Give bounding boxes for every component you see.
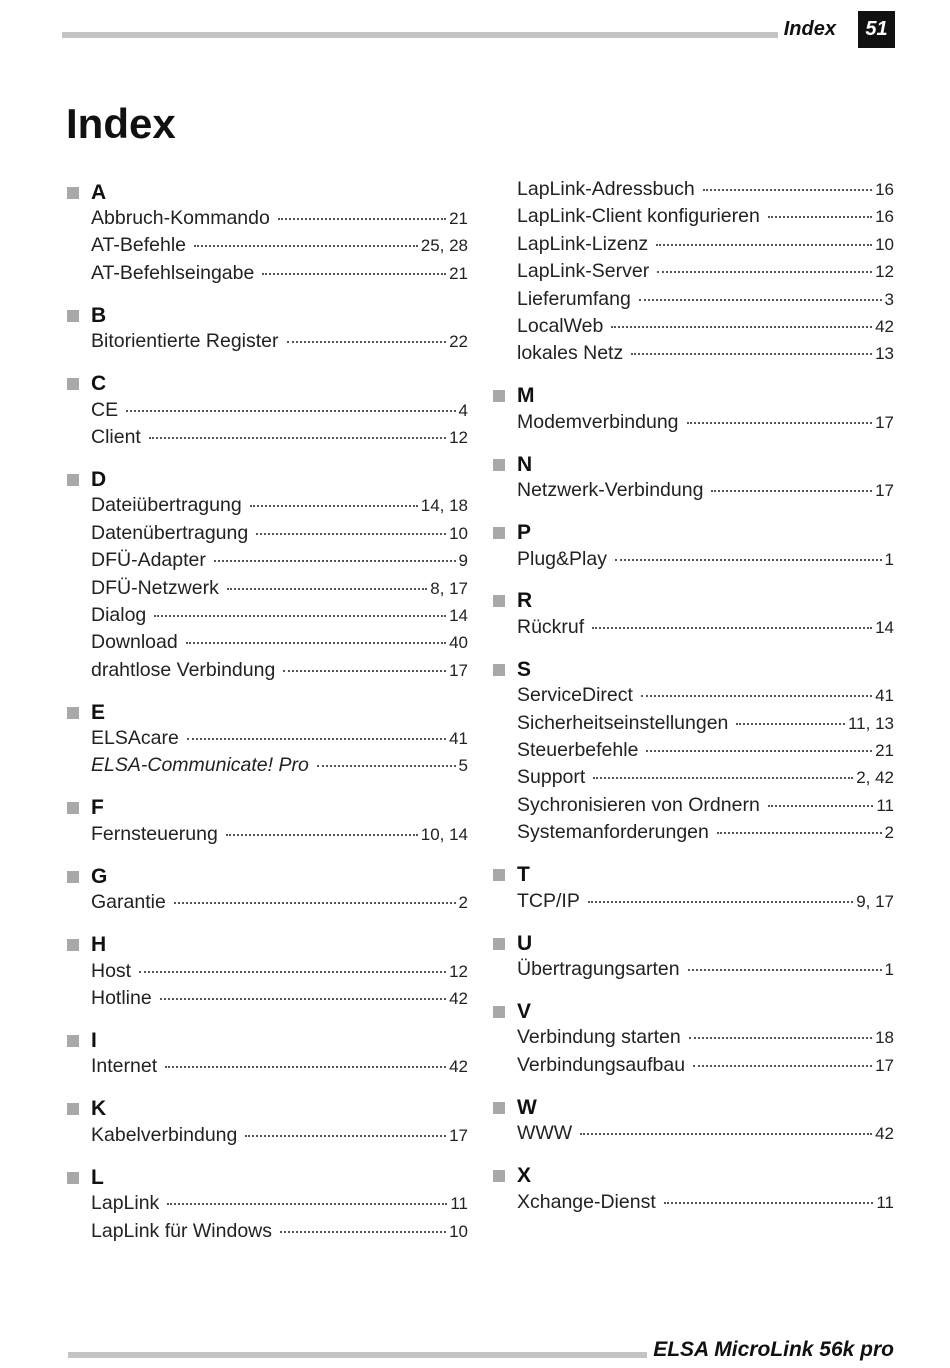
index-group [66, 370, 468, 454]
entry-term: Dateiübertragung [91, 494, 242, 517]
letter-heading [492, 450, 894, 479]
index-entry [66, 494, 468, 521]
square-bullet-icon [67, 871, 79, 883]
index-entry [492, 411, 894, 438]
square-bullet-icon [67, 378, 79, 390]
entry-pages: 8, 17 [430, 578, 468, 598]
letter-label: M [517, 384, 535, 408]
index-entry [66, 659, 468, 686]
entry-term: Garantie [91, 891, 166, 914]
entry-term: LapLink für Windows [91, 1219, 273, 1242]
index-entry [66, 727, 468, 754]
index-entry [492, 315, 894, 342]
entry-term: Steuerbefehle [517, 739, 639, 762]
dot-leader [149, 436, 446, 439]
dot-leader [703, 188, 872, 191]
entry-term: Kabelverbindung [91, 1123, 238, 1146]
dot-leader [631, 352, 872, 355]
entry-pages: 17 [875, 481, 894, 501]
entry-term: Hotline [91, 987, 152, 1010]
dot-leader [664, 1201, 874, 1204]
letter-label: S [517, 657, 532, 681]
letter-label: G [91, 864, 108, 888]
footer-product-name: ELSA MicroLink 56k pro [647, 1338, 894, 1362]
dot-leader [227, 587, 427, 590]
index-entry [492, 958, 894, 985]
index-entry [66, 426, 468, 453]
dot-leader [165, 1065, 446, 1068]
entry-term: AT-Befehlseingabe [91, 261, 255, 284]
index-group [66, 698, 468, 782]
dot-leader [711, 489, 872, 492]
index-group [66, 465, 468, 686]
dot-leader [688, 968, 882, 971]
dot-leader [639, 298, 882, 301]
entry-pages: 14, 18 [420, 496, 468, 516]
dot-leader [592, 626, 872, 629]
square-bullet-icon [67, 310, 79, 322]
entry-term: WWW [517, 1122, 573, 1145]
letter-label: N [517, 452, 533, 476]
dot-leader [256, 532, 446, 535]
letter-heading [492, 997, 894, 1026]
entry-term: LapLink-Adressbuch [517, 178, 695, 200]
index-entry [492, 766, 894, 793]
dot-leader [278, 217, 446, 220]
index-group [492, 655, 894, 848]
letter-label: U [517, 931, 533, 955]
index-group [492, 587, 894, 643]
index-group [492, 1093, 894, 1149]
entry-term: TCP/IP [517, 889, 580, 912]
letter-label: C [91, 372, 107, 396]
index-entry [492, 479, 894, 506]
square-bullet-icon [493, 664, 505, 676]
index-group [492, 519, 894, 575]
letter-label: P [517, 521, 532, 545]
entry-term: LapLink-Lizenz [517, 232, 649, 255]
index-entry [66, 549, 468, 576]
letter-label: E [91, 700, 106, 724]
entry-pages: 42 [449, 989, 468, 1009]
header-rule [62, 32, 797, 38]
entry-term: Datenübertragung [91, 521, 249, 544]
index-entry [66, 631, 468, 658]
letter-heading [492, 655, 894, 684]
square-bullet-icon [493, 459, 505, 471]
entry-term: Fernsteuerung [91, 822, 218, 845]
entry-pages: 41 [449, 729, 468, 749]
index-group [66, 301, 468, 357]
dot-leader [593, 776, 853, 779]
entry-pages: 11 [450, 1194, 468, 1214]
index-group [492, 929, 894, 985]
index-entry [492, 616, 894, 643]
dot-leader [317, 764, 456, 767]
index-group [492, 997, 894, 1081]
index-entry [492, 890, 894, 917]
entry-term: Bitorientierte Register [91, 330, 279, 353]
letter-label: A [91, 180, 107, 204]
index-entry [492, 1054, 894, 1081]
index-entry [492, 739, 894, 766]
entry-term: LocalWeb [517, 314, 604, 337]
entry-pages: 10, 14 [420, 824, 468, 844]
entry-pages: 22 [449, 332, 468, 352]
entry-term: ELSA-Communicate! Pro [91, 754, 309, 777]
letter-heading [492, 929, 894, 958]
entry-term: AT-Befehle [91, 234, 187, 257]
dot-leader [656, 243, 872, 246]
entry-term: Client [91, 425, 141, 448]
entry-pages: 17 [449, 660, 468, 680]
page-title: Index [66, 100, 176, 147]
dot-leader [689, 1036, 872, 1039]
index-group [492, 382, 894, 438]
entry-term: Modemverbindung [517, 410, 679, 433]
letter-label: F [91, 796, 104, 820]
letter-label: D [91, 467, 107, 491]
square-bullet-icon [493, 390, 505, 402]
index-column-left [66, 178, 468, 1259]
square-bullet-icon [67, 187, 79, 199]
dot-leader [194, 244, 418, 247]
entry-pages: 11, 13 [847, 713, 894, 733]
entry-pages: 11 [876, 1192, 894, 1212]
letter-heading [66, 465, 468, 494]
dot-leader [280, 1230, 446, 1233]
dot-leader [768, 215, 872, 218]
letter-heading [66, 370, 468, 399]
entry-term: Download [91, 631, 178, 654]
square-bullet-icon [493, 938, 505, 950]
index-group [66, 794, 468, 850]
index-entry [66, 399, 468, 426]
square-bullet-icon [493, 869, 505, 881]
entry-pages: 2 [884, 823, 894, 843]
entry-term: Abbruch-Kommando [91, 207, 270, 229]
entry-term: DFÜ-Netzwerk [91, 576, 219, 599]
index-entry [492, 794, 894, 821]
dot-leader [287, 340, 447, 343]
dot-leader [250, 504, 418, 507]
entry-pages: 9 [458, 551, 468, 571]
letter-label: T [517, 863, 530, 887]
letter-heading [66, 178, 468, 207]
index-entry [66, 960, 468, 987]
dot-leader [174, 901, 456, 904]
index-entry [492, 684, 894, 711]
index-entry [66, 207, 468, 234]
index-group [492, 450, 894, 506]
entry-pages: 9, 17 [856, 891, 894, 911]
entry-term: Sicherheitseinstellungen [517, 711, 729, 734]
entry-pages: 16 [875, 180, 894, 199]
index-group [492, 861, 894, 917]
entry-pages: 12 [449, 961, 468, 981]
entry-term: Host [91, 959, 132, 982]
letter-label: V [517, 999, 532, 1023]
entry-pages: 1 [884, 549, 894, 569]
dot-leader [615, 558, 882, 561]
index-entry [66, 823, 468, 850]
dot-leader [154, 614, 446, 617]
index-group [66, 178, 468, 289]
dot-leader [160, 997, 446, 1000]
letter-label: R [517, 589, 533, 613]
letter-heading [492, 861, 894, 890]
entry-pages: 42 [875, 1124, 894, 1144]
index-entry [66, 330, 468, 357]
entry-pages: 2, 42 [856, 768, 894, 788]
dot-leader [588, 900, 853, 903]
letter-heading [66, 931, 468, 960]
index-entry [492, 288, 894, 315]
dot-leader [262, 272, 446, 275]
dot-leader [167, 1202, 447, 1205]
entry-pages: 21 [449, 263, 468, 283]
index-entry [66, 262, 468, 289]
letter-label: K [91, 1097, 107, 1121]
dot-leader [657, 270, 872, 273]
entry-term: Netzwerk-Verbindung [517, 479, 704, 502]
entry-pages: 10 [449, 1221, 468, 1241]
square-bullet-icon [493, 527, 505, 539]
index-entry [492, 548, 894, 575]
entry-term: DFÜ-Adapter [91, 549, 206, 572]
square-bullet-icon [67, 1103, 79, 1115]
entry-pages: 21 [449, 209, 468, 228]
letter-heading [66, 301, 468, 330]
index-entry [66, 754, 468, 781]
square-bullet-icon [67, 1172, 79, 1184]
entry-pages: 13 [875, 344, 894, 364]
entry-pages: 14 [449, 605, 468, 625]
index-entry [66, 987, 468, 1014]
entry-term: Plug&Play [517, 547, 607, 570]
entry-pages: 10 [875, 234, 894, 254]
square-bullet-icon [493, 1006, 505, 1018]
square-bullet-icon [493, 1102, 505, 1114]
page-number: 51 [865, 18, 888, 40]
index-entry [66, 1124, 468, 1151]
entry-pages: 17 [449, 1125, 468, 1145]
entry-term: Xchange-Dienst [517, 1190, 656, 1213]
dot-leader [687, 421, 873, 424]
entry-term: drahtlose Verbindung [91, 658, 276, 681]
letter-label: I [91, 1028, 97, 1052]
entry-pages: 3 [884, 289, 894, 309]
entry-term: CE [91, 398, 119, 421]
square-bullet-icon [67, 474, 79, 486]
entry-pages: 12 [875, 262, 894, 282]
letter-heading [66, 794, 468, 823]
entry-pages: 17 [875, 412, 894, 432]
letter-heading [492, 587, 894, 616]
index-group [66, 1095, 468, 1151]
dot-leader [641, 694, 872, 697]
index-entry [492, 260, 894, 287]
index-group [66, 1026, 468, 1082]
square-bullet-icon [67, 802, 79, 814]
entry-pages: 21 [875, 741, 894, 761]
index-group [66, 862, 468, 918]
dot-leader [187, 737, 446, 740]
entry-pages: 2 [458, 893, 468, 913]
dot-leader [646, 749, 872, 752]
entry-term: Sychronisieren von Ordnern [517, 793, 760, 816]
index-entry [66, 1055, 468, 1082]
entry-pages: 42 [875, 316, 894, 336]
entry-pages: 14 [875, 617, 894, 637]
entry-term: Übertragungsarten [517, 958, 680, 981]
entry-pages: 11 [876, 795, 894, 815]
dot-leader [283, 669, 446, 672]
entry-term: Systemanforderungen [517, 821, 709, 844]
entry-term: Support [517, 766, 586, 789]
dot-leader [768, 804, 874, 807]
dot-leader [139, 970, 446, 973]
entry-term: LapLink-Server [517, 260, 650, 283]
entry-term: LapLink-Client konfigurieren [517, 205, 760, 228]
letter-label: W [517, 1095, 537, 1119]
letter-heading [66, 698, 468, 727]
dot-leader [126, 409, 455, 412]
dot-leader [245, 1134, 446, 1137]
index-entry [492, 1122, 894, 1149]
index-group [492, 1162, 894, 1218]
index-entry [492, 233, 894, 260]
letter-heading [66, 1095, 468, 1124]
entry-pages: 5 [458, 756, 468, 776]
index-group [66, 1163, 468, 1247]
entry-pages: 17 [875, 1055, 894, 1075]
entry-pages: 25, 28 [420, 236, 468, 256]
entry-pages: 16 [875, 207, 894, 227]
letter-label: X [517, 1164, 532, 1188]
running-section-title: Index [778, 18, 836, 41]
letter-heading [66, 862, 468, 891]
letter-label: B [91, 303, 107, 327]
letter-heading [66, 1026, 468, 1055]
square-bullet-icon [67, 707, 79, 719]
square-bullet-icon [67, 1035, 79, 1047]
letter-label: L [91, 1165, 104, 1189]
index-group [66, 931, 468, 1015]
dot-leader [717, 831, 882, 834]
index-entry [66, 522, 468, 549]
dot-leader [186, 641, 446, 644]
entry-term: Internet [91, 1055, 158, 1078]
entry-pages: 40 [449, 633, 468, 653]
index-entry [66, 891, 468, 918]
letter-heading [492, 382, 894, 411]
index-entry [66, 604, 468, 631]
dot-leader [693, 1064, 872, 1067]
entry-pages: 4 [458, 400, 468, 420]
index-entry [492, 205, 894, 232]
dot-leader [736, 722, 845, 725]
letter-heading [66, 1163, 468, 1192]
index-entry [492, 712, 894, 739]
dot-leader [611, 325, 872, 328]
square-bullet-icon [493, 595, 505, 607]
index-entry [66, 577, 468, 604]
entry-term: ELSAcare [91, 727, 179, 750]
entry-term: Rückruf [517, 615, 585, 638]
square-bullet-icon [493, 1170, 505, 1182]
entry-term: lokales Netz [517, 342, 624, 365]
index-entry [492, 178, 894, 205]
index-entry [492, 1026, 894, 1053]
index-entry [492, 1191, 894, 1218]
entry-term: LapLink [91, 1192, 160, 1215]
entry-term: Lieferumfang [517, 287, 631, 310]
dot-leader [226, 833, 418, 836]
index-group [492, 178, 894, 370]
index-column-right [492, 178, 894, 1230]
entry-pages: 12 [449, 427, 468, 447]
entry-pages: 42 [449, 1057, 468, 1077]
index-entry [492, 342, 894, 369]
index-entry [492, 821, 894, 848]
dot-leader [214, 559, 456, 562]
page-number-box [858, 11, 895, 48]
letter-heading [492, 1162, 894, 1191]
index-entry [66, 234, 468, 261]
entry-term: Verbindung starten [517, 1026, 681, 1049]
entry-term: Dialog [91, 603, 147, 626]
letter-heading [492, 519, 894, 548]
entry-pages: 18 [875, 1028, 894, 1048]
dot-leader [580, 1132, 872, 1135]
entry-pages: 10 [449, 523, 468, 543]
footer-rule [68, 1352, 678, 1358]
letter-heading [492, 1093, 894, 1122]
entry-pages: 1 [884, 960, 894, 980]
square-bullet-icon [67, 939, 79, 951]
index-entry [66, 1220, 468, 1247]
entry-term: Verbindungsaufbau [517, 1053, 686, 1076]
entry-term: ServiceDirect [517, 684, 633, 707]
letter-label: H [91, 933, 107, 957]
entry-pages: 41 [875, 686, 894, 706]
index-entry [66, 1192, 468, 1219]
